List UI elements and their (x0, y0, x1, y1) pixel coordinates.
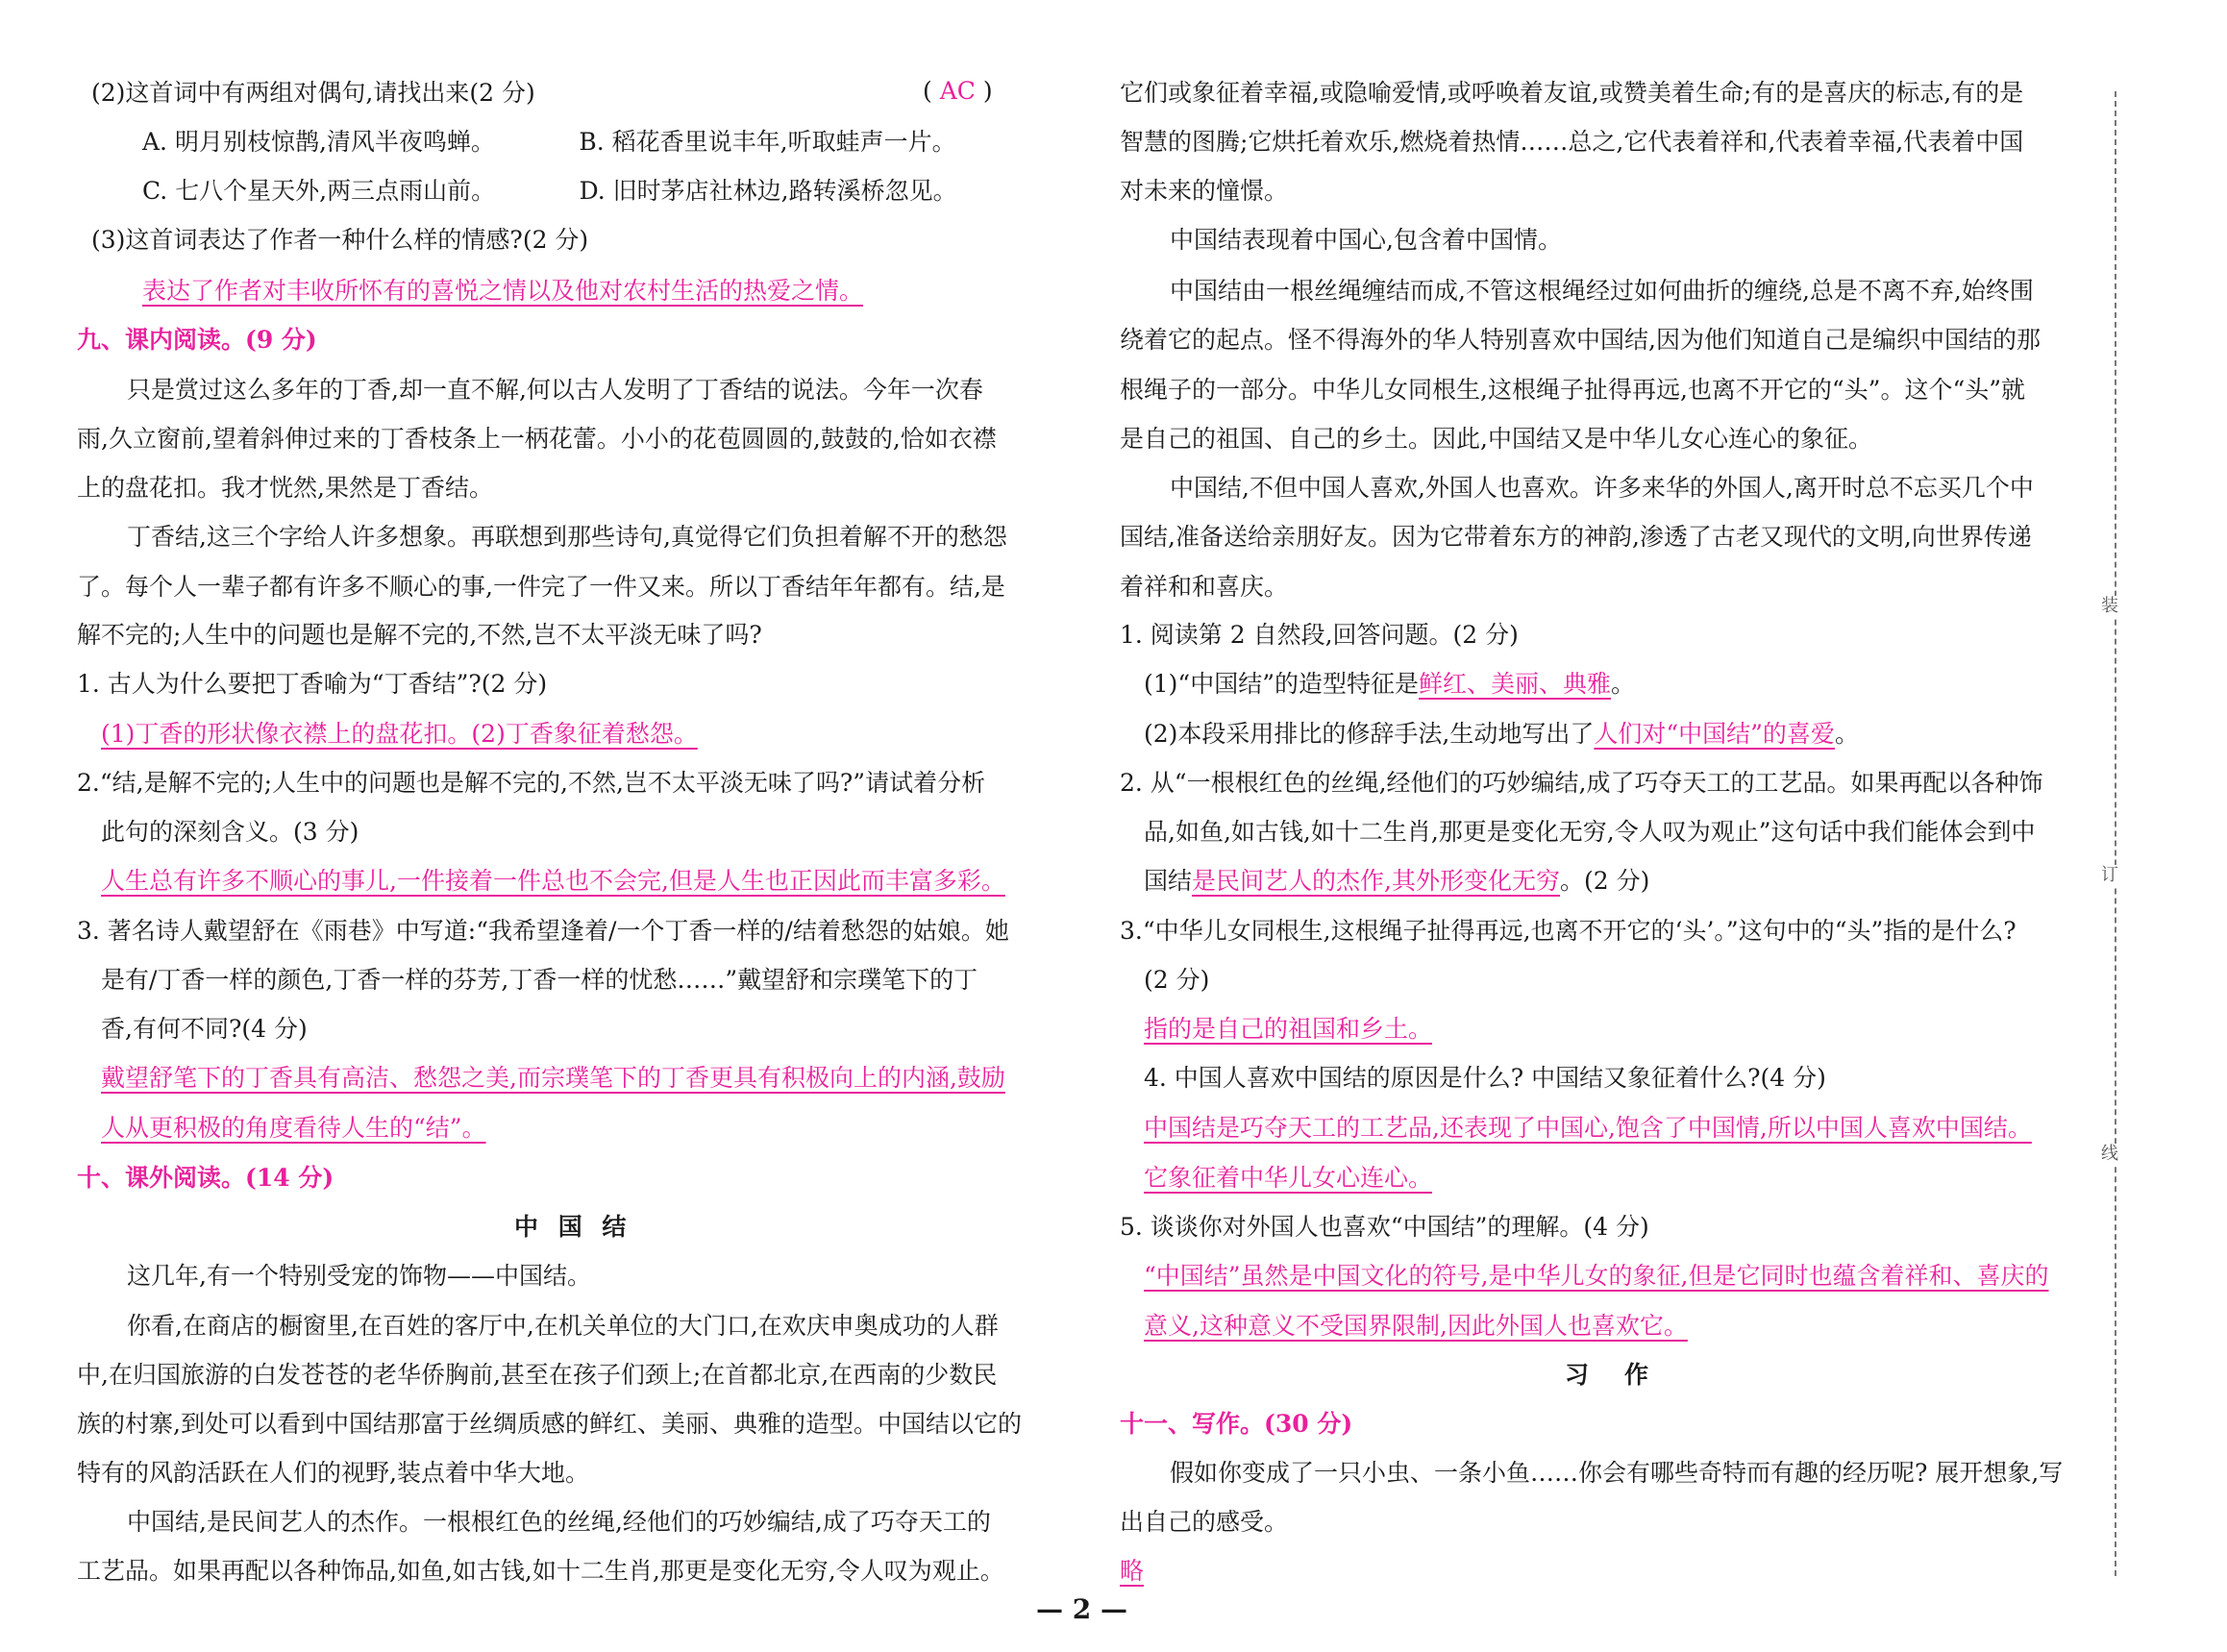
right-line-18: 3.“中华儿女同根生,这根绳子扯得再远,也离不开它的‘头’。”这句中的“头”指的是什么? (1120, 917, 2017, 945)
left-line-19: 是有/丁香一样的颜色,丁香一样的芬芳,丁香一样的忧愁……”戴望舒和宗璞笔下的丁 (101, 966, 978, 994)
right-line-21: 4. 中国人喜欢中国结的原因是什么? 中国结又象征着什么?(4 分) (1144, 1064, 1826, 1092)
left-line-10: 丁香结,这三个字给人许多想象。再联想到那些诗句,真觉得它们负担着解不开的愁怨 (127, 523, 1007, 551)
left-line-12: 解不完的;人生中的问题也是解不完的,不然,岂不太平淡无味了吗? (77, 621, 762, 649)
binding-mark-ding: 订 (2101, 865, 2118, 885)
right-line-19: (2 分) (1144, 966, 1210, 994)
left-line-28: 族的村寨,到处可以看到中国结那富于丝绸质感的鲜红、美丽、典雅的造型。中国结以它的 (77, 1410, 1022, 1438)
binding-line (2115, 91, 2116, 1576)
left-line-27: 中,在归国旅游的白发苍苍的老华侨胸前,甚至在孩子们颈上;在首都北京,在西南的少数民 (77, 1361, 998, 1389)
left-article-title: 中 国 结 (514, 1213, 632, 1241)
right-answer-20: 指的是自己的祖国和乡土。 (1144, 1015, 1433, 1043)
right-line-16: 品,如鱼,如古钱,如十二生肖,那更是变化无穷,令人叹为观止”这句话中我们能体会到中 (1144, 818, 2036, 846)
left-line-15: 2.“结,是解不完的;人生中的问题也是解不完的,不然,岂不太平淡无味了吗?”请试着分析 (77, 769, 986, 797)
left-line-3: C. 七八个星天外,两三点雨山前。 D. 旧时茅店社林边,路转溪桥忽见。 (142, 177, 957, 205)
left-answer-5: 表达了作者对丰收所怀有的喜悦之情以及他对农村生活的热爱之情。 (142, 277, 864, 305)
left-line-16: 此句的深刻含义。(3 分) (101, 818, 359, 846)
left-line-20: 香,有何不同?(4 分) (101, 1015, 308, 1043)
right-line-15: 2. 从“一根根红色的丝绳,经他们的巧妙编结,成了巧夺天工的工艺品。如果再配以各种饰 (1120, 769, 2043, 797)
left-line-30: 中国结,是民间艺人的杰作。一根根红色的丝绳,经他们的巧妙编结,成了巧夺天工的 (127, 1508, 991, 1536)
left-line-4: (3)这首词表达了作者一种什么样的情感?(2 分) (91, 226, 589, 254)
left-line-11: 了。每个人一辈子都有许多不顺心的事,一件完了一件又来。所以丁香结年年都有。结,是 (77, 573, 1005, 601)
right-line-3: 对未来的憧憬。 (1120, 177, 1289, 205)
left-line-1: (2)这首词中有两组对偶句,请找出来(2 分) (91, 79, 535, 107)
left-line-2: A. 明月别枝惊鹊,清风半夜鸣蝉。 B. 稻花香里说丰年,听取蛙声一片。 (142, 128, 956, 156)
right-line-12: 1. 阅读第 2 自然段,回答问题。(2 分) (1120, 621, 1519, 649)
answer-ac: AC (939, 77, 976, 105)
right-section-heading-28: 十一、写作。(30 分) (1120, 1410, 1353, 1438)
right-line-30: 出自己的感受。 (1120, 1508, 1289, 1536)
right-line-2: 智慧的图腾;它烘托着欢乐,燃烧着热情……总之,它代表着祥和,代表着幸福,代表着中国 (1120, 128, 2024, 156)
right-question-text-13: (1)“中国结”的造型特征是 (1144, 670, 1419, 698)
left-answer-22: 人从更积极的角度看待人生的“结”。 (101, 1114, 486, 1142)
answer-bracket: ( AC ) (923, 77, 993, 105)
right-question-tail-17: 。(2 分) (1559, 867, 1650, 895)
left-line-18: 3. 著名诗人戴望舒在《雨巷》中写道:“我希望逢着/一个丁香一样的/结着愁怨的姑娘。她 (77, 917, 1009, 945)
left-line-29: 特有的风韵活跃在人们的视野,装点着中华大地。 (77, 1459, 589, 1487)
left-answer-14: (1)丁香的形状像衣襟上的盘花扣。(2)丁香象征着愁怨。 (101, 720, 698, 748)
right-line-8: 是自己的祖国、自己的乡土。因此,中国结又是中华儿女心连心的象征。 (1120, 425, 1872, 453)
left-line-25: 这几年,有一个特别受宠的饰物——中国结。 (127, 1262, 591, 1290)
right-line-10: 国结,准备送给亲朋好友。因为它带着东方的神韵,渗透了古老又现代的文明,向世界传递 (1120, 523, 2032, 551)
left-answer-21: 戴望舒笔下的丁香具有高洁、愁怨之美,而宗璞笔下的丁香更具有积极向上的内涵,鼓励 (101, 1064, 1005, 1092)
left-line-31: 工艺品。如果再配以各种饰品,如鱼,如古钱,如十二生肖,那更是变化无穷,令人叹为观止。 (77, 1557, 1004, 1585)
right-line-5: 中国结由一根丝绳缠结而成,不管这根绳经过如何曲折的缠绕,总是不离不弃,始终围 (1170, 277, 2034, 305)
binding-mark-zhuang: 装 (2101, 596, 2118, 616)
right-answer-22: 中国结是巧夺天工的工艺品,还表现了中国心,饱含了中国情,所以中国人喜欢中国结。 (1144, 1114, 2032, 1142)
left-answer-17: 人生总有许多不顺心的事儿,一件接着一件总也不会完,但是人生也正因此而丰富多彩。 (101, 867, 1005, 895)
right-question-text-17: 国结 (1144, 867, 1193, 895)
left-section-heading-23: 十、课外阅读。(14 分) (77, 1164, 334, 1192)
right-line-29: 假如你变成了一只小虫、一条小鱼……你会有哪些奇特而有趣的经历呢? 展开想象,写 (1170, 1459, 2064, 1487)
left-line-26: 你看,在商店的橱窗里,在百姓的客厅中,在机关单位的大门口,在欢庆申奥成功的人群 (127, 1312, 999, 1340)
right-article-title: 习 作 (1565, 1361, 1655, 1389)
left-line-13: 1. 古人为什么要把丁香喻为“丁香结”?(2 分) (77, 670, 548, 698)
page-number: — 2 — (1036, 1593, 1127, 1625)
right-answer-26: 意义,这种意义不受国界限制,因此外国人也喜欢它。 (1144, 1312, 1688, 1340)
right-line-1: 它们或象征着幸福,或隐喻爱情,或呼唤着友谊,或赞美着生命;有的是喜庆的标志,有的是 (1120, 79, 2024, 107)
right-answer-31: 略 (1120, 1557, 1145, 1585)
right-answer-23: 它象征着中华儿女心连心。 (1144, 1164, 1433, 1192)
right-line-14 (1144, 718, 1859, 751)
right-question-tail-13: 。 (1611, 670, 1636, 698)
right-answer-25: “中国结”虽然是中国文化的符号,是中华儿女的象征,但是它同时也蕴含着祥和、喜庆的 (1144, 1262, 2049, 1290)
right-fill-answer-13: 鲜红、美丽、典雅 (1418, 670, 1611, 698)
right-question-tail-14: 。 (1834, 720, 1859, 748)
left-line-9: 上的盘花扣。我才恍然,果然是丁香结。 (77, 474, 493, 502)
binding-mark-xian: 线 (2101, 1144, 2118, 1164)
right-fill-answer-14: 人们对“中国结”的喜爱 (1594, 720, 1835, 748)
right-line-6: 绕着它的起点。怪不得海外的华人特别喜欢中国结,因为他们知道自己是编织中国结的那 (1120, 326, 2041, 354)
left-section-heading-6: 九、课内阅读。(9 分) (77, 326, 317, 354)
right-fill-answer-17: 是民间艺人的杰作,其外形变化无穷 (1192, 867, 1560, 895)
right-line-13 (1144, 668, 1635, 701)
left-line-7: 只是赏过这么多年的丁香,却一直不解,何以古人发明了丁香结的说法。今年一次春 (127, 376, 983, 404)
right-line-4: 中国结表现着中国心,包含着中国情。 (1170, 226, 1562, 254)
right-line-11: 着祥和和喜庆。 (1120, 573, 1289, 601)
right-line-9: 中国结,不但中国人喜欢,外国人也喜欢。许多来华的外国人,离开时总不忘买几个中 (1170, 474, 2034, 502)
right-line-7: 根绳子的一部分。中华儿女同根生,这根绳子扯得再远,也离不开它的“头”。这个“头”就 (1120, 376, 2026, 404)
left-line-8: 雨,久立窗前,望着斜伸过来的丁香枝条上一柄花蕾。小小的花苞圆圆的,鼓鼓的,恰如衣襟 (77, 425, 997, 453)
right-question-text-14: (2)本段采用排比的修辞手法,生动地写出了 (1144, 720, 1595, 748)
right-line-17 (1144, 865, 1649, 898)
right-line-24: 5. 谈谈你对外国人也喜欢“中国结”的理解。(4 分) (1120, 1213, 1649, 1241)
